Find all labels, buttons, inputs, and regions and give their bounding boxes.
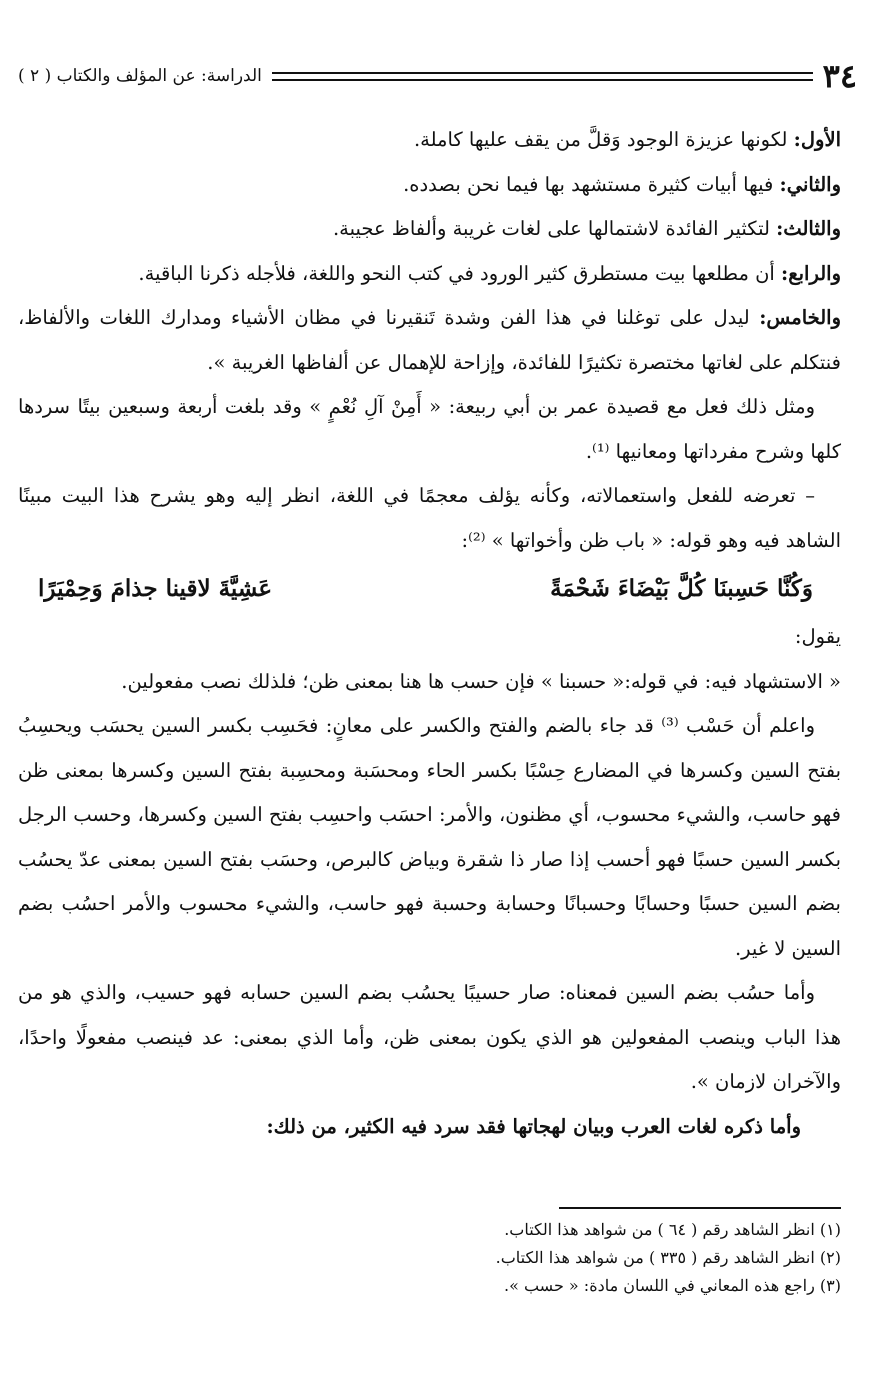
paragraph-text: واعلم أن حَسْب ⁽³⁾ قد جاء بالضم والفتح والكسر على معانٍ: فحَسِب بكسر السين يحسَب ويحسِبُ بفتح السين وكسرها في المضارع حِسْبًا بكسر الحاء ومحسَبة ومحسِبة بفتح السين وكسرها بمعنى ظن فهو حاسب، والشيء محسوب، أي مظنون، والأمر: احسَب واحسِب بفتح السين وكسرها، وحسب الرجل بكسر السين حسبًا فهو أحسب إذا صار ذا شقرة وبياض كالبرص، وحسَب بفتح السين بمعنى عدّ يحسُب بضم السين حسبًا وحسابًا وحسبانًا وحسابة وحسبة فهو حاسب، والشيء محسوب والأمر احسُب بضم السين لا غير. [18,714,841,960]
paragraph-text: وأما حسُب بضم السين فمعناه: صار حسيبًا يحسُب بضم السين حسابه فهو حسيب، والذي هو من هذا الباب وينصب المفعولين هو الذي يكون بمعنى ظن، وأما الذي بمعنى: عد فينصب مفعولًا واحدًا، والآخران لازمان ». [18,981,841,1093]
paragraph-text: لتكثير الفائدة لاشتمالها على لغات غريبة وألفاظ عجيبة. [332,217,777,240]
paragraph-text: لكونها عزيزة الوجود وَقلَّ من يقف عليها كاملة. [413,128,794,151]
footnote-separator [559,1207,841,1209]
paragraph-text: فيها أبيات كثيرة مستشهد بها فيما نحن بصدده. [403,172,780,196]
paragraph [18,660,841,705]
footnotes [18,1216,841,1300]
header-rule [272,72,813,81]
page-header [18,56,857,96]
verse-first-hemistich: وَكُنَّا حَسِبنَا كُلَّ بَيْضَاءَ شَحْمَةً [550,575,813,602]
paragraph [18,118,841,163]
paragraph-text: ومثل ذلك فعل مع قصيدة عمر بن أبي ربيعة: « أَمِنْ آلِ نُعْمٍ » وقد بلغت أربعة وسبعين بيتًا سردها كلها وشرح مفرداتها ومعانيها ⁽¹⁾. [18,395,841,463]
paragraph [18,207,841,252]
verse-second-hemistich: عَشِيَّةَ لاقينا جذامَ وَحِمْيَرًا [38,575,273,602]
paragraph [18,704,841,971]
paragraph-text: – تعرضه للفعل واستعمالاته، وكأنه يؤلف معجمًا في اللغة، انظر إليه وهو يشرح هذا البيت مبينًا الشاهد فيه وهو قوله: « باب ظن وأخواتها » ⁽²⁾: [18,484,841,552]
page-number: ٣٤ [822,57,857,95]
paragraph-lead: والرابع: [781,261,841,285]
paragraph-lead: والثاني: [779,172,841,196]
paragraph-text: « الاستشهاد فيه: في قوله:« حسبنا » فإن حسب ها هنا بمعنى ظن؛ فلذلك نصب مفعولين. [121,669,841,693]
poetry-verse [18,563,841,615]
paragraph [18,296,841,385]
paragraph [18,385,841,474]
main-text [18,118,841,1149]
footnote: (٢) انظر الشاهد رقم ( ٣٣٥ ) من شواهد هذا الكتاب. [495,1248,841,1267]
paragraph [18,474,841,563]
paragraph-lead: الأول: [793,128,841,151]
footnote: (٣) راجع هذه المعاني في اللسان مادة: « حسب ». [504,1276,841,1295]
paragraph [18,163,841,208]
paragraph [18,252,841,297]
paragraph-text: أن مطلعها بيت مستطرق كثير الورود في كتب النحو واللغة، فلأجله ذكرنا الباقية. [138,261,782,285]
paragraph-lead: والثالث: [776,217,841,240]
paragraph [18,971,841,1105]
section-lead-in: وأما ذكره لغات العرب وبيان لهجاتها فقد سرد فيه الكثير، من ذلك: [266,1114,801,1138]
paragraph-lead: والخامس: [759,306,841,329]
running-title: الدراسة: عن المؤلف والكتاب ( ٢ ) [18,66,262,86]
paragraph [18,615,841,660]
footnote: (١) انظر الشاهد رقم ( ٦٤ ) من شواهد هذا الكتاب. [504,1220,841,1239]
paragraph-text: يقول: [794,625,841,648]
paragraph-text: ليدل على توغلنا في هذا الفن وشدة تَنقيرنا في مظان الأشياء ومدارك اللغات والألفاظ، فنتكلم على لغاتها مختصرة تكثيرًا للفائدة، وإزاحة للإهمال عن ألفاظها الغريبة ». [18,306,841,374]
